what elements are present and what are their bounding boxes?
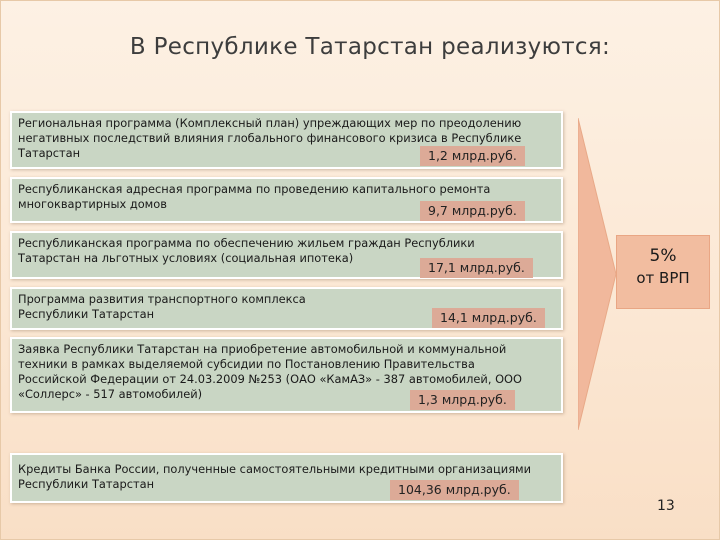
program-row-6 [10,453,563,503]
program-description: Региональная программа (Комплексный план) упреждающих мер по преодолению негативных последствий влияния глобального финансового кризиса в Республике Татарстан [18,116,522,160]
program-amount: 14,1 млрд.руб. [432,308,545,328]
program-row-4 [10,287,563,330]
program-description: Республиканская адресная программа по проведению капитального ремонта многоквартирных домов [18,182,491,211]
program-description: Кредиты Банка России, полученные самостоятельными кредитными организациями Республики Татарстан [18,462,532,491]
vrp-share-label: от ВРП [636,269,690,287]
program-description: Заявка Республики Татарстан на приобретение автомобильной и коммунальной техники в рамках выделяемой субсидии по Постановлению Правительства Российской Федерации от 24.03.2009 №253 (ОАО «КамАЗ» - 387 автомобилей, ООО «Соллерс» - 517 автомобилей) [18,342,522,401]
program-row-5 [10,337,563,413]
program-amount: 9,7 млрд.руб. [420,201,525,221]
page-number: 13 [657,498,675,514]
program-amount: 17,1 млрд.руб. [420,258,533,278]
program-row-1 [10,111,563,169]
program-amount: 104,36 млрд.руб. [390,480,519,500]
program-amount: 1,3 млрд.руб. [410,390,515,410]
program-amount: 1,2 млрд.руб. [420,146,525,166]
vrp-share-box [616,235,710,309]
vrp-share-value: 5% [649,246,677,266]
slide-title: В Республике Татарстан реализуются: [129,34,611,60]
right-arrow-icon [578,118,618,430]
program-row-3 [10,231,563,279]
program-description: Программа развития транспортного комплекса Республики Татарстан [18,292,306,321]
program-row-2 [10,177,563,223]
program-description: Республиканская программа по обеспечению жильем граждан Республики Татарстан на льготных условиях (социальная ипотека) [18,236,475,265]
